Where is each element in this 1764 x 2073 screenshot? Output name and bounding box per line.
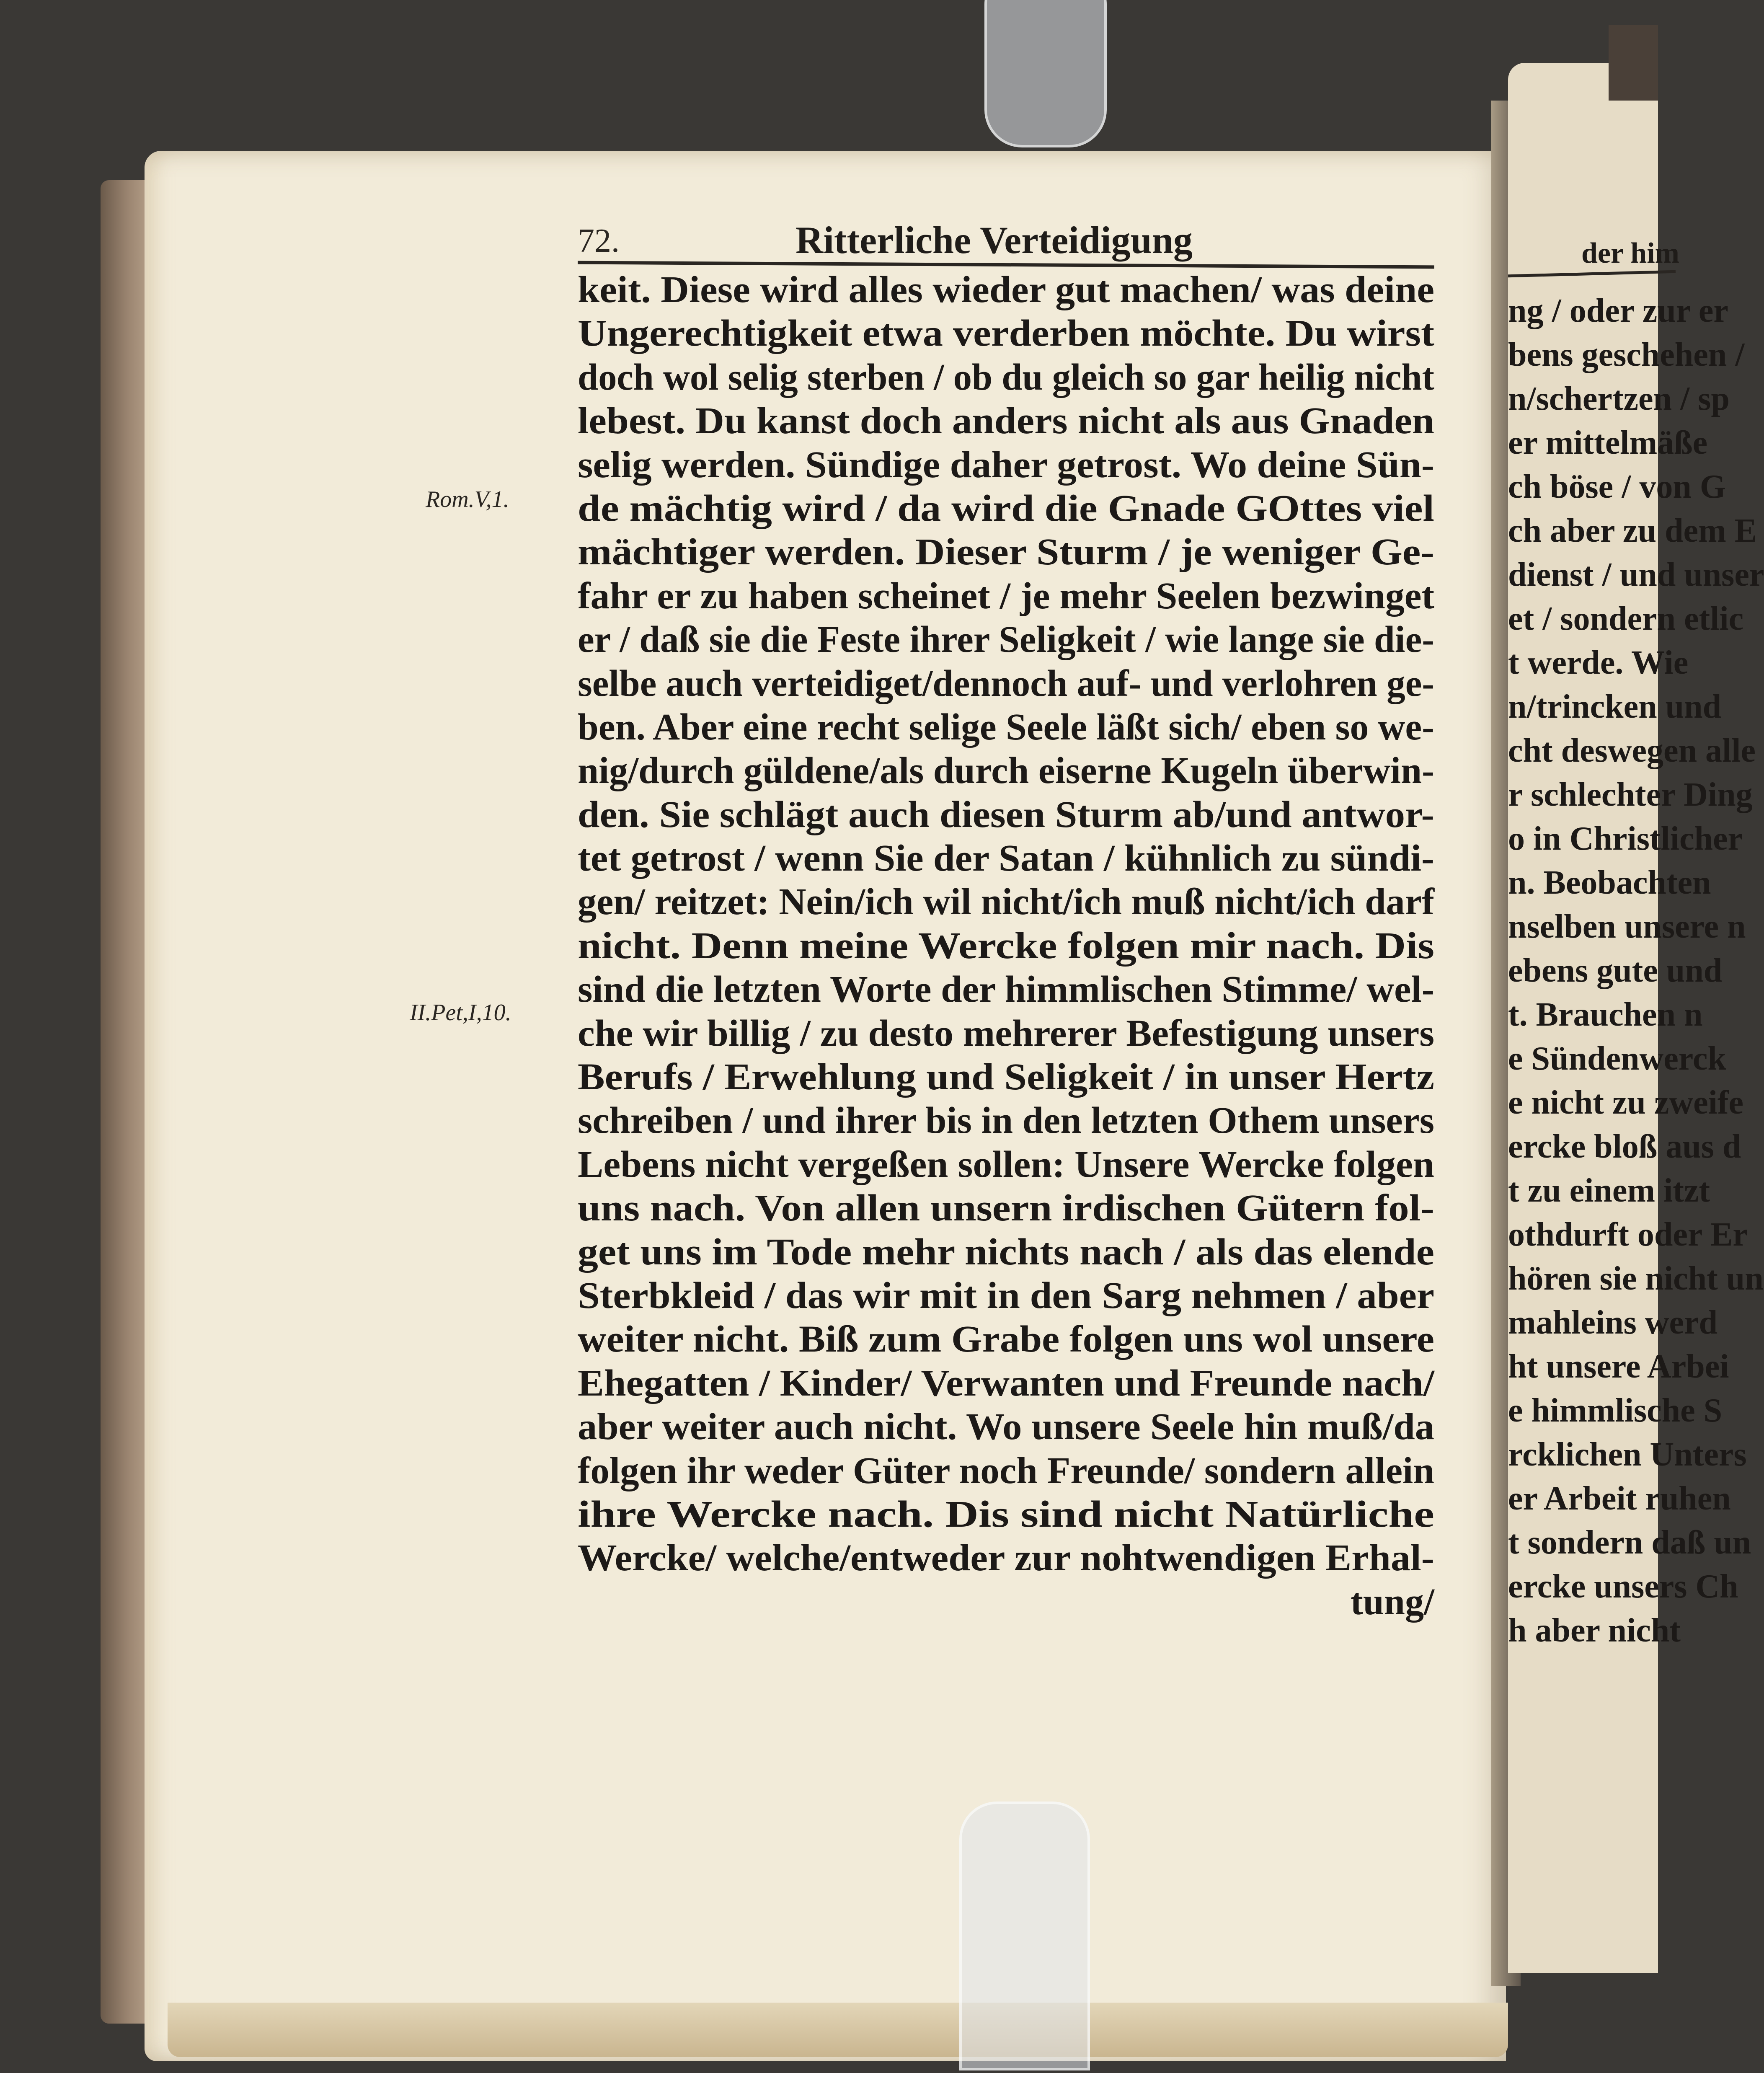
text-line: mächtiger werden. Dieser Sturm / je weniger Ge-: [578, 531, 1434, 573]
right-text-line: e himmlische S: [1508, 1392, 1723, 1429]
right-text-line: nselben unsere n: [1508, 908, 1746, 945]
right-header-rule: [1508, 270, 1676, 277]
right-text-line: er mittelmäße: [1508, 424, 1708, 461]
right-text-line: h aber nicht: [1508, 1612, 1681, 1649]
text-line: che wir billig / zu desto mehrerer Befestigung unsers: [578, 1012, 1434, 1054]
text-line: nicht. Denn meine Wercke folgen mir nach. Dis: [578, 925, 1434, 967]
right-text-line: hören sie nicht un: [1508, 1260, 1764, 1297]
right-text-line: et / sondern etlic: [1508, 600, 1744, 637]
text-line: Ungerechtigkeit etwa verderben möchte. Du wirst: [578, 313, 1434, 354]
right-text-line: ht unsere Arbei: [1508, 1348, 1729, 1385]
page-number: 72.: [578, 222, 620, 259]
page-holder-clip-bottom: [959, 1802, 1090, 2070]
right-text-line: t zu einem itzt: [1508, 1172, 1710, 1209]
text-line: sind die letzten Worte der himmlischen Stimme/ wel-: [578, 969, 1434, 1011]
right-text-line: ch aber zu dem E: [1508, 512, 1757, 549]
right-text-line: cht deswegen alle: [1508, 732, 1756, 769]
page-holder-clip-top: [984, 0, 1107, 147]
right-running-title: der him: [1581, 237, 1679, 269]
right-text-line: n. Beobachten: [1508, 864, 1711, 901]
right-page: [1508, 63, 1764, 1973]
running-header: [578, 218, 1434, 264]
text-line: selbe auch verteidiget/dennoch auf- und verlohren ge-: [578, 662, 1434, 704]
text-line: Lebens nicht vergeßen sollen: Unsere Wercke folgen: [578, 1143, 1434, 1185]
text-line: weiter nicht. Biß zum Grabe folgen uns wol unsere: [578, 1318, 1434, 1360]
right-text-line: n/schertzen / sp: [1508, 380, 1730, 417]
right-text-line: ercke bloß aus d: [1508, 1128, 1741, 1165]
text-line: de mächtig wird / da wird die Gnade GOttes viel: [578, 487, 1434, 529]
text-line: Wercke/ welche/entweder zur nohtwendigen Erhal-: [578, 1537, 1434, 1579]
text-line: nig/durch güldene/als durch eiserne Kugeln überwin-: [578, 750, 1434, 792]
text-line: schreiben / und ihrer bis in den letzten Othem unsers: [578, 1100, 1434, 1142]
text-line: selig werden. Sündige daher getrost. Wo deine Sün-: [578, 444, 1434, 486]
right-text-line: mahleins werd: [1508, 1304, 1718, 1341]
right-text-line: t sondern daß un: [1508, 1524, 1751, 1561]
text-line: get uns im Tode mehr nichts nach / als das elende: [578, 1231, 1434, 1273]
margin-note: II.Pet,I,10.: [410, 1000, 511, 1026]
text-line: folgen ihr weder Güter noch Freunde/ sondern allein: [578, 1450, 1434, 1491]
right-text-line: n/trincken und: [1508, 688, 1722, 725]
text-line: tung/: [1350, 1581, 1434, 1623]
right-text-line: ng / oder zur er: [1508, 292, 1728, 329]
right-text-line: bens geschehen /: [1508, 336, 1745, 373]
text-line: lebest. Du kanst doch anders nicht als aus Gnaden: [578, 400, 1434, 442]
right-text-line: othdurft oder Er: [1508, 1216, 1748, 1253]
margin-note: Rom.V,1.: [426, 486, 509, 512]
right-text-line: r schlechter Ding: [1508, 776, 1753, 813]
text-line: den. Sie schlägt auch diesen Sturm ab/und antwor-: [578, 794, 1434, 835]
right-text-line: t. Brauchen n: [1508, 996, 1703, 1033]
text-line: gen/ reitzet: Nein/ich wil nicht/ich muß nicht/ich darf: [578, 881, 1434, 923]
right-text-line: er Arbeit ruhen: [1508, 1480, 1731, 1517]
text-line: ben. Aber eine recht selige Seele läßt sich/ eben so we-: [578, 706, 1434, 748]
text-line: uns nach. Von allen unsern irdischen Gütern fol-: [578, 1187, 1434, 1229]
text-line: Berufs / Erwehlung und Seligkeit / in unser Hertz: [578, 1056, 1434, 1098]
right-text-line: o in Christlicher: [1508, 820, 1743, 857]
right-page-text: [1508, 289, 1764, 1653]
text-line: ihre Wercke nach. Dis sind nicht Natürliche: [578, 1493, 1434, 1535]
right-text-line: dienst / und unser: [1508, 556, 1764, 593]
body-text: [578, 268, 1434, 1624]
right-text-line: e nicht zu zweife: [1508, 1084, 1744, 1121]
right-text-line: ch böse / von G: [1508, 468, 1726, 505]
text-line: aber weiter auch nicht. Wo unsere Seele hin muß/da: [578, 1406, 1434, 1448]
text-line: fahr er zu haben scheinet / je mehr Seelen bezwinget: [578, 575, 1434, 617]
text-line: er / daß sie die Feste ihrer Seligkeit / wie lange sie die-: [578, 619, 1434, 661]
running-title: Ritterliche Verteidigung: [795, 219, 1193, 261]
right-text-line: ebens gute und: [1508, 952, 1723, 989]
text-line: doch wol selig sterben / ob du gleich so gar heilig nicht: [578, 356, 1434, 398]
text-line: Sterbkleid / das wir mit in den Sarg nehmen / aber: [578, 1274, 1434, 1316]
right-text-line: t werde. Wie: [1508, 644, 1689, 681]
book-cover-corner: [1609, 25, 1658, 101]
right-text-line: ercke unsers Ch: [1508, 1568, 1738, 1605]
text-line: keit. Diese wird alles wieder gut machen/ was deine: [578, 269, 1434, 310]
page-block-edge: [168, 2003, 1508, 2057]
right-text-line: e Sündenwerck: [1508, 1040, 1726, 1077]
right-text-line: rcklichen Unters: [1508, 1436, 1747, 1473]
text-line: Ehegatten / Kinder/ Verwanten und Freunde nach/: [578, 1362, 1434, 1404]
text-line: tet getrost / wenn Sie der Satan / kühnlich zu sündi-: [578, 837, 1434, 879]
